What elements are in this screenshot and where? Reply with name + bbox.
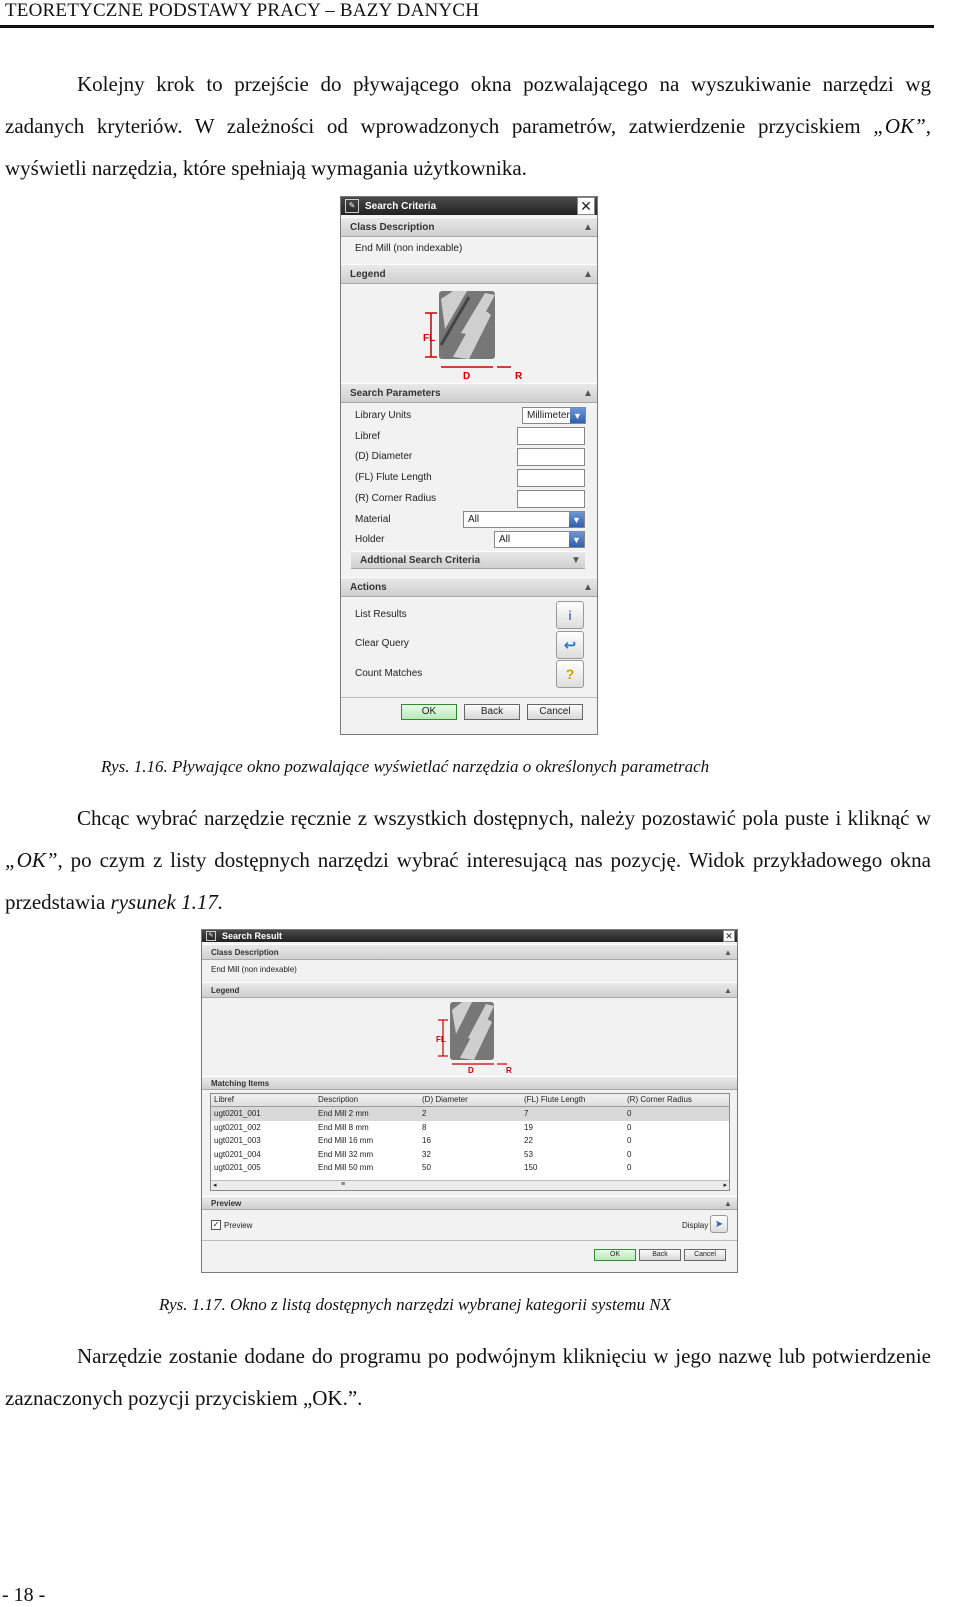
question-icon: ? xyxy=(565,666,575,682)
section-legend[interactable] xyxy=(341,264,597,284)
table-cell: End Mill 2 mm xyxy=(318,1109,369,1118)
chevron-down-icon: ▼ xyxy=(571,554,581,566)
table-cell: 8 xyxy=(422,1122,427,1132)
table-cell: 0 xyxy=(627,1149,632,1159)
search-criteria-dialog xyxy=(340,196,598,735)
table-row[interactable] xyxy=(211,1121,729,1135)
divider xyxy=(341,697,597,698)
back-button[interactable]: Back xyxy=(639,1249,681,1261)
section-actions[interactable] xyxy=(341,577,597,597)
display-button[interactable] xyxy=(710,1215,728,1233)
chevron-up-icon: ▲ xyxy=(583,581,593,593)
select-value: Millimeter xyxy=(527,410,570,421)
column-header[interactable]: Description xyxy=(318,1095,359,1104)
legend-fl-label: FL xyxy=(423,333,436,344)
undo-arrow-icon: ↩ xyxy=(563,637,577,654)
count-matches-button[interactable] xyxy=(556,660,584,688)
legend-r-label: R xyxy=(515,371,523,380)
table-cell: 0 xyxy=(627,1109,632,1118)
count-matches-label: Count Matches xyxy=(355,668,423,679)
search-criteria-title: Search Criteria xyxy=(365,200,437,212)
table-cell: 32 xyxy=(422,1149,431,1159)
display-label: Display xyxy=(682,1221,709,1230)
holder-select[interactable] xyxy=(494,531,585,548)
p1-ok: „OK” xyxy=(873,114,926,138)
chevron-down-icon: ▼ xyxy=(570,408,585,423)
material-select[interactable] xyxy=(463,511,585,528)
chevron-down-icon: ▼ xyxy=(569,512,584,527)
chevron-up-icon: ▲ xyxy=(724,947,732,957)
corner-radius-label: (R) Corner Radius xyxy=(355,493,437,504)
cursor-arrow-icon: ➤ xyxy=(714,1218,724,1230)
library-units-select[interactable] xyxy=(522,407,586,424)
table-body xyxy=(211,1107,729,1175)
table-cell: End Mill 32 mm xyxy=(318,1149,374,1159)
preview-checkbox-label: Preview xyxy=(224,1220,253,1230)
ok-button[interactable]: OK xyxy=(401,704,457,720)
table-cell: ugt0201_005 xyxy=(214,1163,261,1173)
p1-end: , wyświetli narzędzia, które spełniają wymagania użytkownika. xyxy=(5,114,931,180)
search-criteria-titlebar xyxy=(341,197,597,215)
legend-d-label: D xyxy=(468,1066,474,1074)
table-cell: 53 xyxy=(524,1149,533,1159)
table-cell: ugt0201_003 xyxy=(214,1136,261,1146)
section-class-description[interactable] xyxy=(341,217,597,237)
section-label: Matching Items xyxy=(211,1078,270,1088)
cancel-button[interactable]: Cancel xyxy=(527,704,583,720)
table-cell: 0 xyxy=(627,1136,632,1146)
close-icon[interactable]: ✕ xyxy=(577,197,595,215)
divider xyxy=(202,1240,737,1241)
end-mill-legend-diagram xyxy=(341,285,597,380)
table-cell: 7 xyxy=(524,1109,529,1118)
p2-figure-ref: rysunek 1.17. xyxy=(110,890,224,914)
section-label: Preview xyxy=(211,1198,242,1208)
column-header[interactable]: (FL) Flute Length xyxy=(524,1095,586,1104)
ok-button[interactable]: OK xyxy=(594,1249,636,1261)
legend-d-label: D xyxy=(463,371,471,380)
class-value: End Mill (non indexable) xyxy=(211,965,297,974)
chevron-up-icon: ▲ xyxy=(583,221,593,233)
section-additional-criteria[interactable] xyxy=(351,551,585,569)
select-value: All xyxy=(499,534,511,545)
header-rule xyxy=(0,25,934,28)
table-row[interactable] xyxy=(211,1134,729,1148)
table-cell: End Mill 8 mm xyxy=(318,1122,369,1132)
window-icon: ✎ xyxy=(206,931,216,941)
scroll-thumb-icon[interactable]: ≡ xyxy=(341,1181,346,1188)
table-cell: ugt0201_002 xyxy=(214,1122,261,1132)
flute-length-input[interactable] xyxy=(517,469,585,487)
libref-label: Libref xyxy=(355,431,381,442)
horizontal-scrollbar[interactable] xyxy=(211,1180,729,1190)
table-cell: 16 xyxy=(422,1136,431,1146)
info-icon: i xyxy=(568,607,572,623)
table-cell: 22 xyxy=(524,1136,533,1146)
table-header xyxy=(211,1094,729,1107)
window-icon: ✎ xyxy=(345,199,359,213)
table-cell: End Mill 50 mm xyxy=(318,1163,374,1173)
legend-fl-label: FL xyxy=(436,1035,446,1044)
page-number: - 18 - xyxy=(2,1584,46,1606)
library-units-label: Library Units xyxy=(355,410,412,421)
column-header[interactable]: (D) Diameter xyxy=(422,1095,468,1104)
running-header: TEORETYCZNE PODSTAWY PRACY – BAZY DANYCH xyxy=(5,0,480,21)
p3-text: Narzędzie zostanie dodane do programu po podwójnym kliknięciu w jego nazwę lub potwierdzenie zaznaczonych pozycji przyciskiem „OK.”. xyxy=(5,1344,931,1410)
p2-ok: „OK” xyxy=(5,848,58,872)
preview-checkbox-row[interactable] xyxy=(211,1220,252,1230)
legend-r-label: R xyxy=(506,1066,512,1074)
corner-radius-input[interactable] xyxy=(517,490,585,508)
table-cell: 150 xyxy=(524,1163,538,1173)
flute-length-label: (FL) Flute Length xyxy=(355,472,432,483)
table-row[interactable] xyxy=(211,1161,729,1175)
table-row[interactable] xyxy=(211,1148,729,1162)
section-class-description[interactable] xyxy=(202,944,737,960)
section-label: Legend xyxy=(211,985,240,995)
preview-checkbox[interactable]: ✓ xyxy=(212,1220,220,1229)
section-label: Class Description xyxy=(211,947,279,957)
section-label: Class Description xyxy=(350,221,435,233)
paragraph-3 xyxy=(5,1335,931,1419)
table-row[interactable] xyxy=(211,1107,729,1121)
table-cell: 0 xyxy=(627,1163,632,1173)
clear-query-label: Clear Query xyxy=(355,638,409,649)
legend-image xyxy=(341,285,597,380)
back-button[interactable]: Back xyxy=(464,704,520,720)
table-cell: ugt0201_004 xyxy=(214,1149,261,1159)
section-matching-items[interactable] xyxy=(202,1076,737,1090)
p1-text: Kolejny krok to przejście do pływającego okna pozwalającego na wyszukiwanie narzędzi wg zadanych kryteriów. W zależności od wprowadzonych parametrów, zatwierdzenie przyciskiem xyxy=(5,72,931,138)
table-cell: End Mill 16 mm xyxy=(318,1136,374,1146)
table-cell: 2 xyxy=(422,1109,427,1118)
end-mill-legend-diagram xyxy=(202,998,737,1074)
close-icon[interactable]: ✕ xyxy=(723,930,735,942)
table-cell: 19 xyxy=(524,1122,533,1132)
section-legend[interactable] xyxy=(202,982,737,998)
diameter-input[interactable] xyxy=(517,448,585,466)
p2-text-b: , po czym z listy dostępnych narzędzi wybrać interesującą nas pozycję. Widok przykładowego okna przedstawia xyxy=(5,848,931,914)
class-value: End Mill (non indexable) xyxy=(355,243,463,254)
cancel-button[interactable]: Cancel xyxy=(684,1249,726,1261)
section-label: Legend xyxy=(350,268,386,280)
figure-1-17-caption: Rys. 1.17. Okno z listą dostępnych narzędzi wybranej kategorii systemu NX xyxy=(159,1295,671,1314)
p2-text-a: Chcąc wybrać narzędzie ręcznie z wszystkich dostępnych, należy pozostawić pola puste i kliknąć w xyxy=(77,806,931,830)
material-label: Material xyxy=(355,514,391,525)
clear-query-button[interactable] xyxy=(556,631,584,659)
search-result-dialog xyxy=(201,929,738,1273)
chevron-up-icon: ▲ xyxy=(583,268,593,280)
chevron-up-icon: ▲ xyxy=(583,387,593,399)
section-label: Actions xyxy=(350,581,387,593)
scroll-left-icon[interactable]: ◂ xyxy=(213,1182,217,1189)
libref-input[interactable] xyxy=(517,427,585,445)
table-cell: 50 xyxy=(422,1163,431,1173)
search-result-titlebar xyxy=(202,930,737,942)
column-header[interactable]: (R) Corner Radius xyxy=(627,1095,692,1104)
table-cell: ugt0201_001 xyxy=(214,1109,261,1118)
list-results-label: List Results xyxy=(355,609,407,620)
scroll-right-icon[interactable]: ▸ xyxy=(723,1182,727,1189)
table-cell: 0 xyxy=(627,1122,632,1132)
paragraph-2 xyxy=(5,797,931,923)
legend-image xyxy=(202,998,737,1074)
search-result-title: Search Result xyxy=(222,931,283,941)
chevron-down-icon: ▼ xyxy=(569,532,584,547)
chevron-up-icon: ▲ xyxy=(724,1198,732,1208)
figure-1-16-caption: Rys. 1.16. Pływające okno pozwalające wyświetlać narzędzia o określonych parametrach xyxy=(101,757,710,776)
section-search-parameters[interactable] xyxy=(341,383,597,403)
diameter-label: (D) Diameter xyxy=(355,451,413,462)
list-results-button[interactable] xyxy=(556,601,584,629)
matching-items-table xyxy=(210,1093,730,1191)
section-label: Addtional Search Criteria xyxy=(360,554,481,566)
section-label: Search Parameters xyxy=(350,387,441,399)
chevron-up-icon: ▲ xyxy=(724,985,732,995)
column-header[interactable]: Libref xyxy=(214,1095,235,1104)
section-preview[interactable] xyxy=(202,1196,737,1210)
select-value: All xyxy=(468,514,480,525)
holder-label: Holder xyxy=(355,534,385,545)
paragraph-1 xyxy=(5,63,931,189)
